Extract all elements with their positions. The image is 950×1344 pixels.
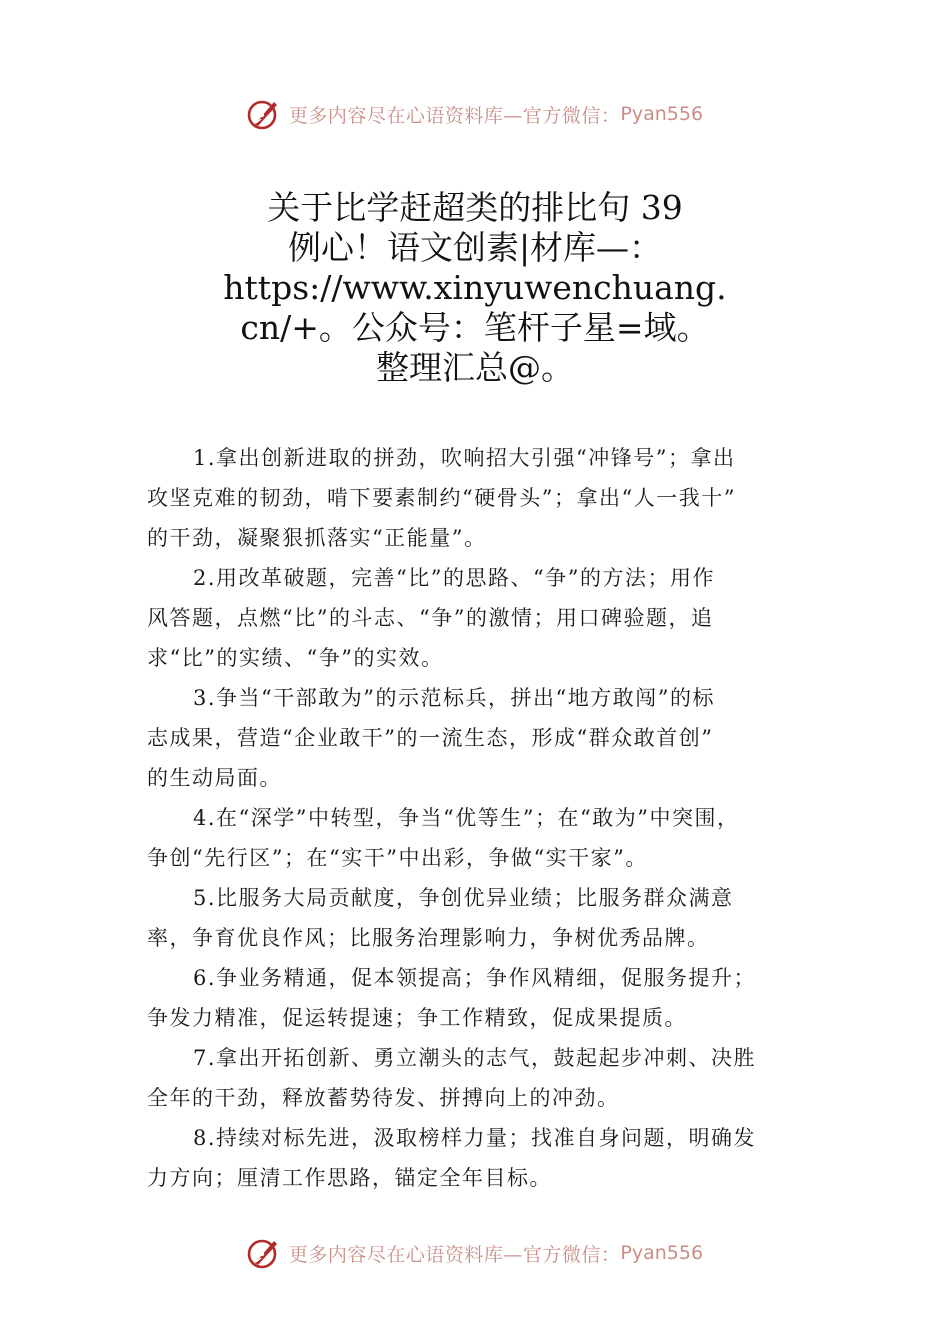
- header-banner: [0, 94, 950, 134]
- paragraph-line: 志成果，营造“企业敢干”的一流生态，形成“群众敢首创”: [147, 726, 714, 750]
- paragraph-line: 争发力精准，促运转提速；争工作精致，促成果提质。: [147, 1006, 687, 1030]
- paragraph-line: 力方向；厘清工作思路，锚定全年目标。: [147, 1166, 552, 1190]
- paragraph-line: 6.争业务精通，促本领提高；争作风精细，促服务提升；: [193, 966, 757, 990]
- paragraph-line: 率，争育优良作风；比服务治理影响力，争树优秀品牌。: [147, 926, 710, 950]
- title-line: cn/+。公众号：笔杆子星=域。: [240, 308, 710, 347]
- title-line: 整理汇总@。: [376, 348, 574, 387]
- paragraph-2: [147, 558, 837, 678]
- banner-text: 更多内容尽在心语资料库—官方微信：: [288, 1243, 621, 1266]
- paragraph-3: [147, 678, 837, 798]
- paragraph-5: [147, 878, 837, 958]
- quill-pen-logo-icon: [247, 1236, 281, 1270]
- paragraph-line: 3.争当“干部敢为”的示范标兵，拼出“地方敢闯”的标: [193, 686, 715, 710]
- wechat-id: Pyan556: [620, 1242, 704, 1264]
- paragraph-line: 风答题，点燃“比”的斗志、“争”的激情；用口碑验题，追: [147, 606, 714, 630]
- paragraph-line: 5.比服务大局贡献度，争创优异业绩；比服务群众满意: [193, 886, 734, 910]
- paragraph-8: [147, 1118, 837, 1198]
- quill-pen-logo-icon: [247, 97, 281, 131]
- paragraph-line: 的干劲，凝聚狠抓落实“正能量”。: [147, 526, 487, 550]
- document-title: [150, 188, 800, 388]
- paragraph-line: 2.用改革破题，完善“比”的思路、“争”的方法；用作: [193, 566, 715, 590]
- paragraph-line: 8.持续对标先进，汲取榜样力量；找准自身问题，明确发: [193, 1126, 757, 1150]
- paragraph-line: 7.拿出开拓创新、勇立潮头的志气，鼓起起步冲刺、决胜: [193, 1046, 757, 1070]
- paragraph-line: 争创“先行区”；在“实干”中出彩，争做“实干家”。: [147, 846, 648, 870]
- paragraph-line: 全年的干劲，释放蓄势待发、拼搏向上的冲劲。: [147, 1086, 620, 1110]
- banner-text: 更多内容尽在心语资料库—官方微信：: [288, 104, 621, 127]
- paragraph-line: 攻坚克难的韧劲，啃下要素制约“硬骨头”；拿出“人一我十”: [147, 486, 736, 510]
- wechat-id: Pyan556: [620, 103, 704, 125]
- paragraph-7: [147, 1038, 837, 1118]
- paragraph-line: 4.在“深学”中转型，争当“优等生”；在“敢为”中突围，: [193, 806, 740, 830]
- title-line: 关于比学赶超类的排比句 39: [267, 188, 683, 227]
- title-line: 例心！语文创素|材库—：: [287, 228, 663, 267]
- paragraph-line: 求“比”的实绩、“争”的实效。: [147, 646, 444, 670]
- paragraph-1: [147, 438, 837, 558]
- title-line: https://www.xinyuwenchuang.: [223, 268, 727, 307]
- document-body: [147, 438, 837, 1198]
- paragraph-line: 1.拿出创新进取的拼劲，吹响招大引强“冲锋号”；拿出: [193, 446, 736, 470]
- paragraph-6: [147, 958, 837, 1038]
- paragraph-4: [147, 798, 837, 878]
- paragraph-line: 的生动局面。: [147, 766, 282, 790]
- footer-banner: [0, 1233, 950, 1273]
